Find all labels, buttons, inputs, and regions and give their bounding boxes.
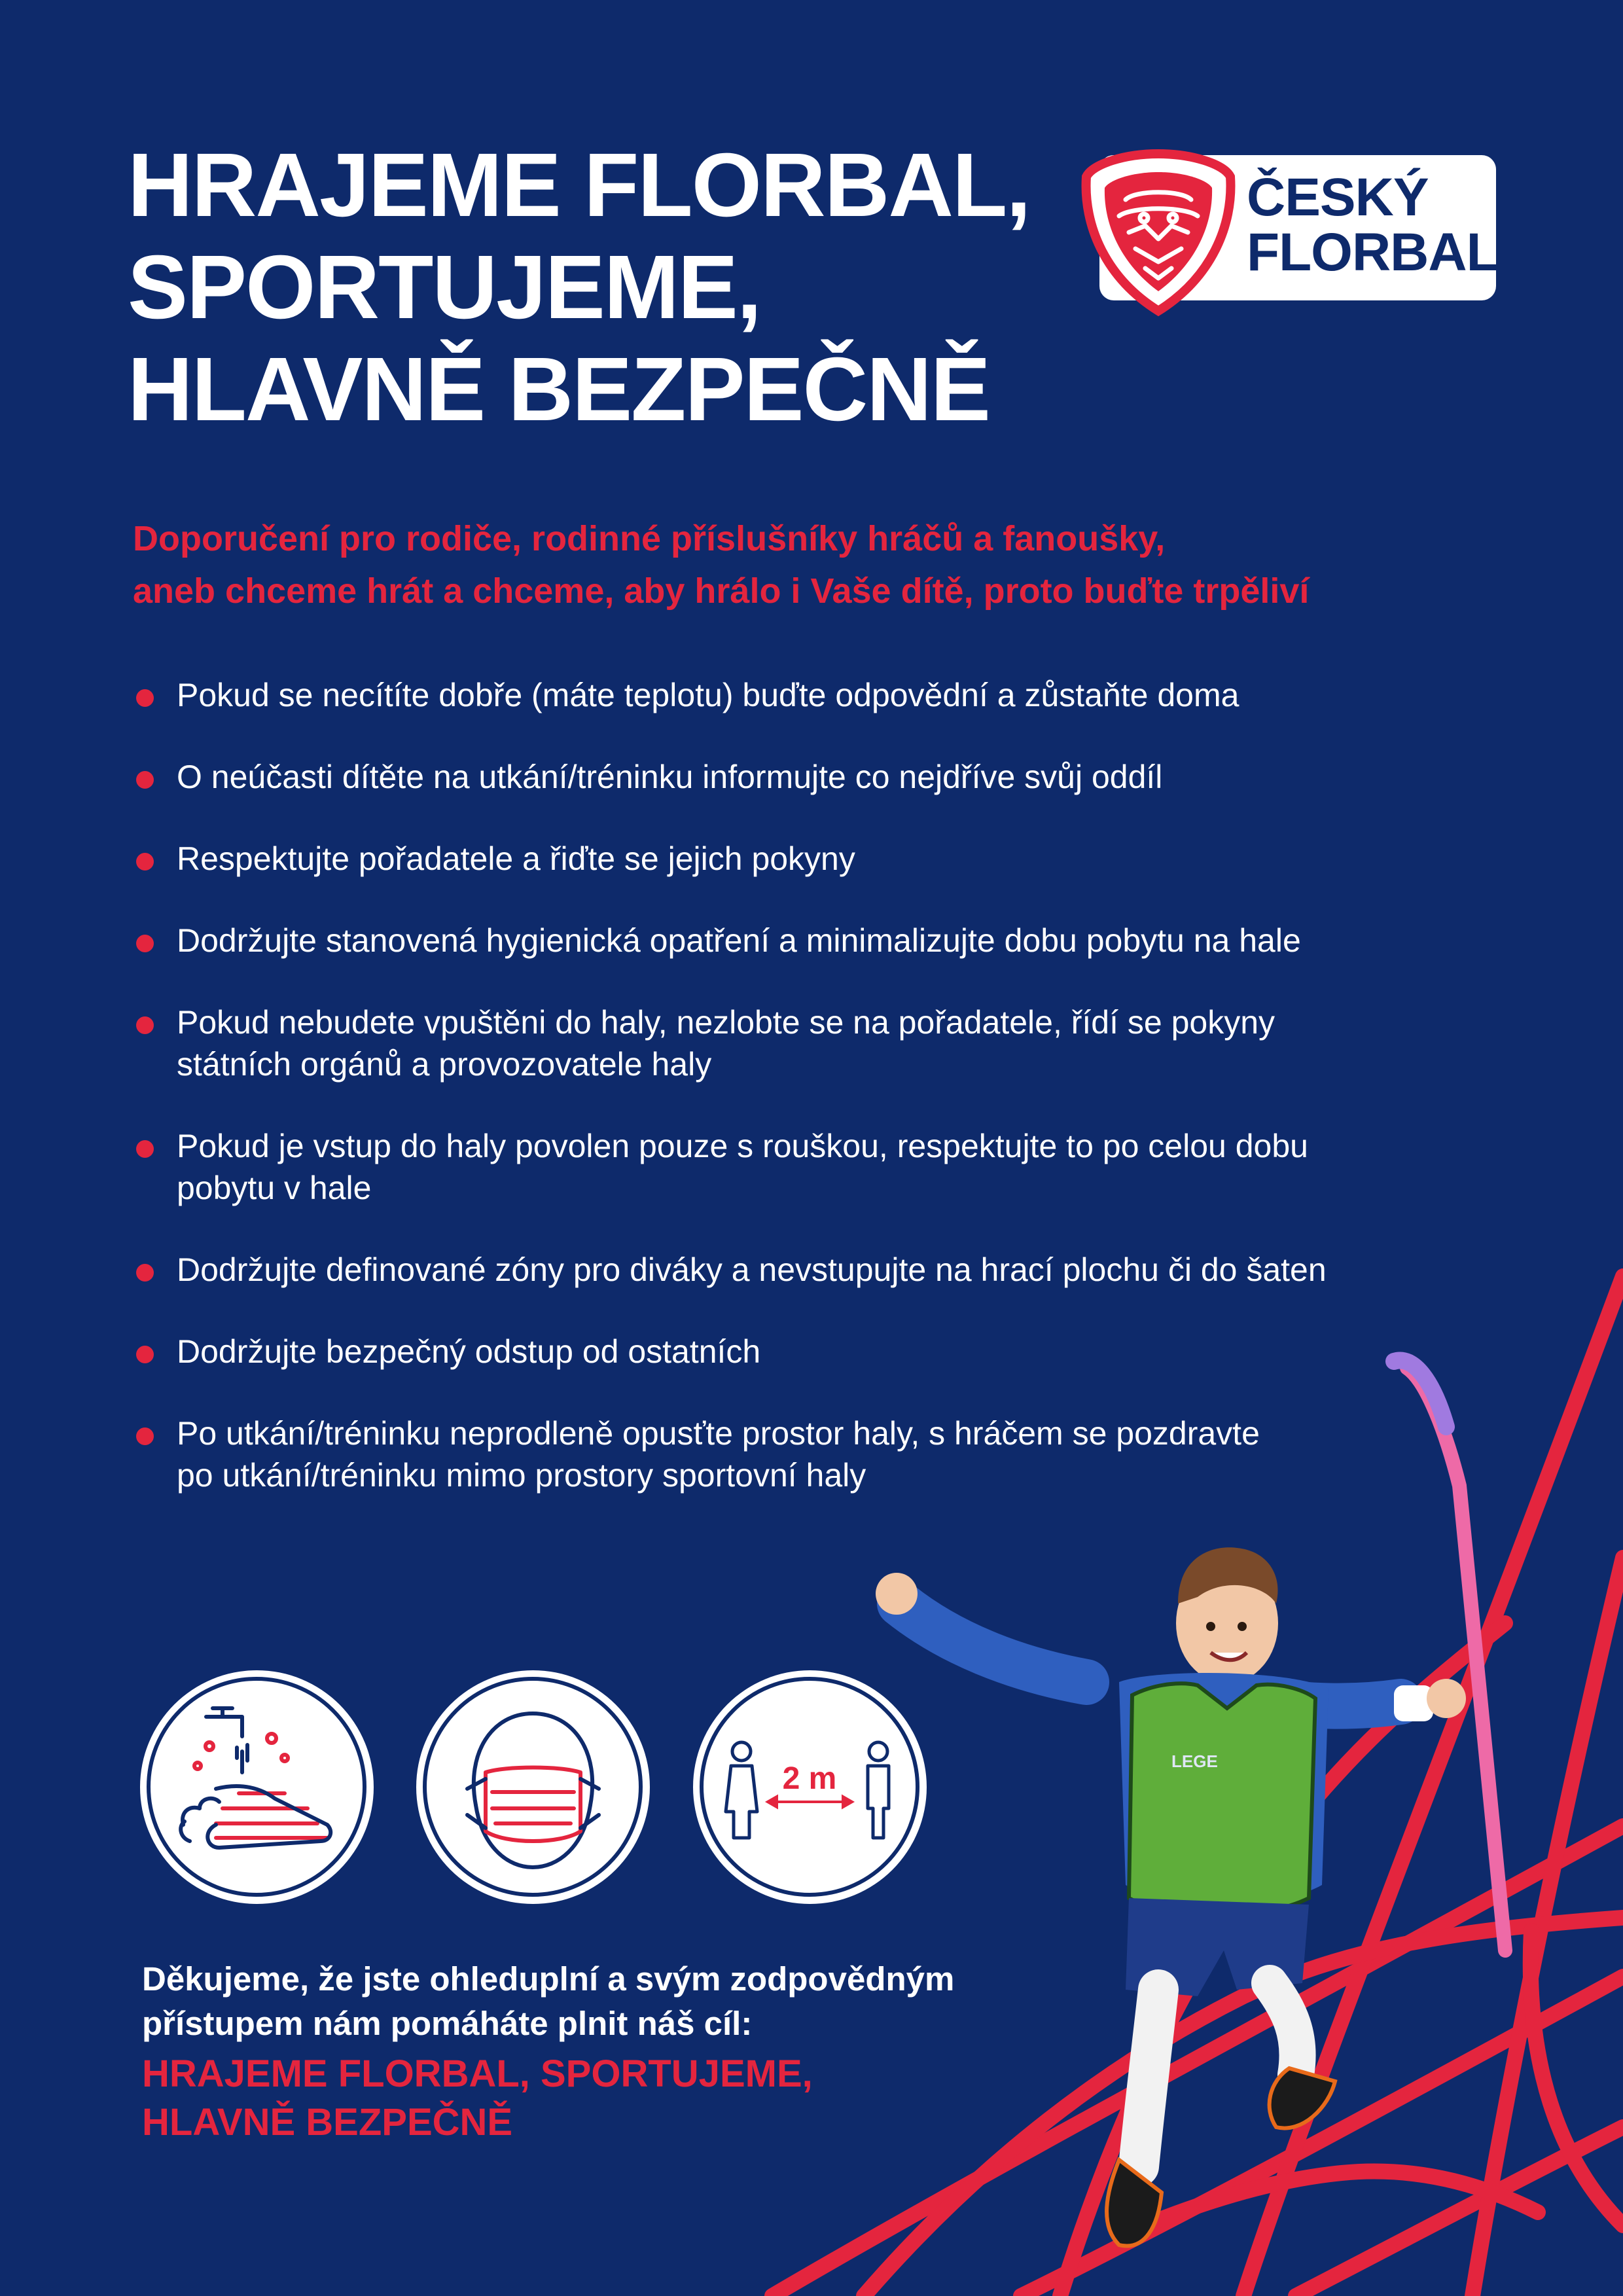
hand-washing-icon [144, 1674, 370, 1900]
subtitle-line: aneb chceme hrát a chceme, aby hrálo i Vaše dítě, proto buďte trpěliví [133, 571, 1310, 611]
logo-text [1247, 170, 1499, 280]
list-item [136, 756, 1484, 798]
list-item-text: po utkání/tréninku mimo prostory sportovní haly [177, 1457, 866, 1494]
bullet-icon [136, 1016, 154, 1034]
bullet-icon [136, 1140, 154, 1158]
bullet-icon [136, 1264, 154, 1282]
motto-line: HRAJEME FLORBAL, SPORTUJEME, [142, 2053, 813, 2095]
list-item-text: Po utkání/tréninku neprodleně opusťte prostor haly, s hráčem se pozdravte [177, 1415, 1260, 1452]
distance-label: 2 m [782, 1761, 837, 1796]
list-item-text: pobytu v hale [177, 1170, 372, 1206]
list-item-text: Pokud je vstup do haly povolen pouze s rouškou, respektujte to po celou dobu [177, 1128, 1308, 1164]
motto-text [142, 2050, 813, 2147]
list-item [136, 1125, 1484, 1209]
title-line: HRAJEME FLORBAL, [128, 135, 1030, 236]
thanks-text [142, 1957, 954, 2046]
bullet-icon [136, 935, 154, 952]
list-item-text: Dodržujte stanovená hygienická opatření a minimalizujte dobu pobytu na hale [177, 922, 1301, 959]
subtitle [133, 512, 1540, 617]
list-item [136, 920, 1484, 961]
bullet-icon [136, 1346, 154, 1363]
title-line: SPORTUJEME, [128, 237, 761, 338]
bullet-icon [136, 853, 154, 870]
bullet-icon [136, 689, 154, 707]
logo-line: FLORBAL [1247, 223, 1499, 282]
list-item [136, 1249, 1484, 1291]
lion-shield-icon [1073, 147, 1243, 317]
thanks-line: Děkujeme, že jste ohleduplní a svým zodpovědným [142, 1960, 955, 1998]
floorball-player-icon [870, 1342, 1564, 2271]
list-item-text: Dodržujte definované zóny pro diváky a nevstupujte na hrací plochu či do šaten [177, 1251, 1327, 1288]
jersey-text: LEGE [1171, 1751, 1218, 1771]
list-item-text: Respektujte pořadatele a řiďte se jejich pokyny [177, 840, 855, 877]
list-item-text: Dodržujte bezpečný odstup od ostatních [177, 1333, 761, 1370]
bullet-icon [136, 771, 154, 789]
list-item [136, 1001, 1484, 1085]
face-mask-icon [420, 1674, 646, 1900]
thanks-line: přístupem nám pomáháte plnit náš cíl: [142, 2005, 753, 2042]
list-item-text: státních orgánů a provozovatele haly [177, 1046, 712, 1083]
motto-line: HLAVNĚ BEZPEČNĚ [142, 2101, 513, 2144]
bullet-icon [136, 1427, 154, 1445]
list-item-text: O neúčasti dítěte na utkání/tréninku informujte co nejdříve svůj oddíl [177, 759, 1163, 795]
logo-line: ČESKÝ [1247, 168, 1429, 227]
subtitle-line: Doporučení pro rodiče, rodinné příslušníky hráčů a fanoušky, [133, 519, 1166, 558]
cesky-florbal-logo [1073, 147, 1499, 304]
page-title [128, 134, 1030, 440]
list-item-text: Pokud nebudete vpuštěni do haly, nezlobte se na pořadatele, řídí se pokyny [177, 1004, 1275, 1041]
list-item-text: Pokud se necítíte dobře (máte teplotu) buďte odpovědní a zůstaňte doma [177, 677, 1240, 713]
title-line: HLAVNĚ BEZPEČNĚ [128, 339, 990, 440]
list-item [136, 674, 1484, 716]
list-item [136, 838, 1484, 880]
